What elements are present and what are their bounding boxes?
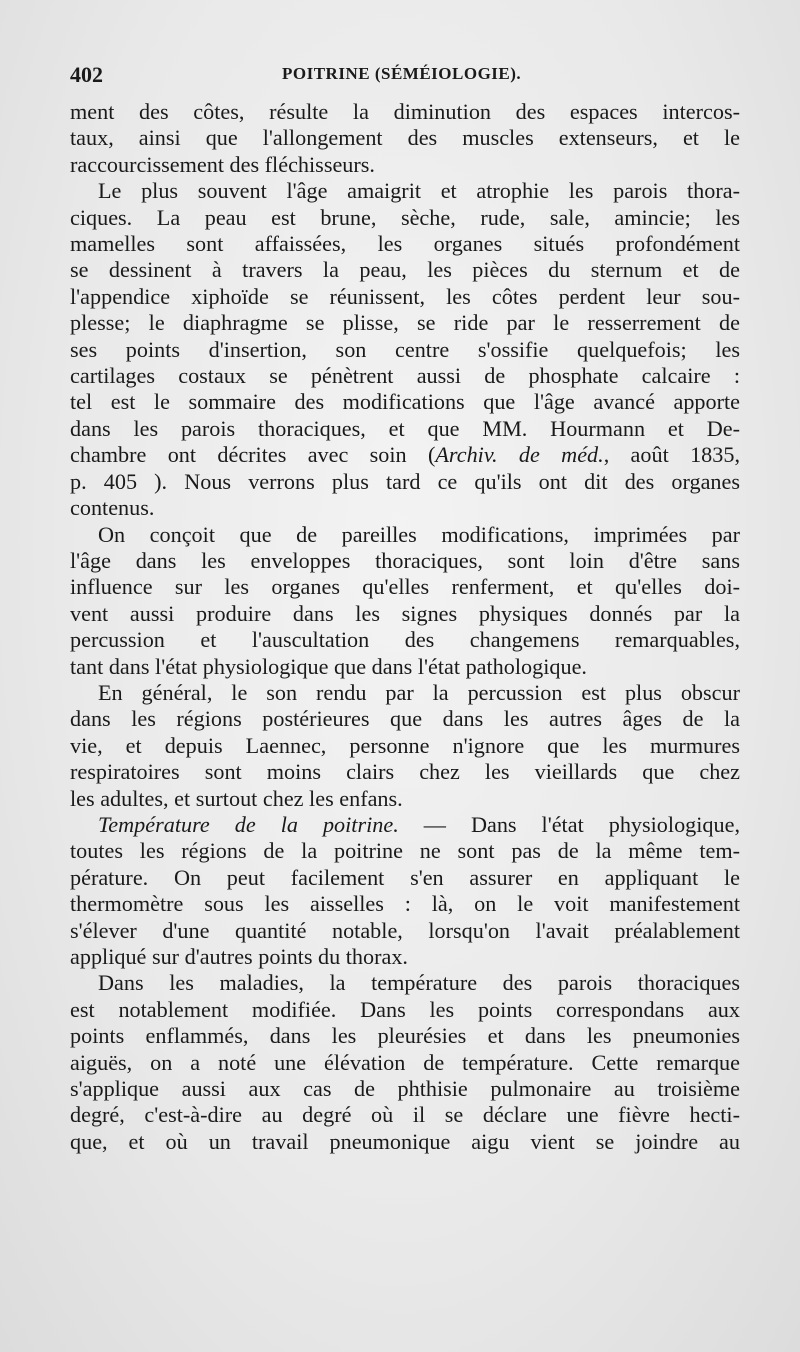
body-text <box>70 99 740 1155</box>
text-line: dans les parois thoraciques, et que MM. Hourmann et De- <box>70 415 740 441</box>
running-head-subtitle: (SÉMÉIOLOGIE). <box>374 64 522 83</box>
text-run: chambre ont décrites avec soin ( <box>70 442 436 468</box>
paragraph <box>70 812 740 970</box>
text-line: s'élever d'une quantité notable, lorsqu'on l'avait préalablement <box>70 917 740 943</box>
text-line: aiguës, on a noté une élévation de température. Cette remarque <box>70 1049 740 1075</box>
paragraph <box>70 99 740 178</box>
text-line: que, et où un travail pneumonique aigu vient se joindre au <box>70 1128 740 1154</box>
page-number: 402 <box>70 62 103 87</box>
running-head <box>282 64 521 84</box>
text-line: l'âge dans les enveloppes thoraciques, sont loin d'être sans <box>70 547 740 573</box>
text-line: vie, et depuis Laennec, personne n'ignore que les murmures <box>70 732 740 758</box>
text-run: — Dans l'état physiologique, <box>398 811 741 837</box>
text-line: thermomètre sous les aisselles : là, on le voit manifestement <box>70 891 740 917</box>
paragraph <box>70 522 740 680</box>
text-line: percussion et l'auscultation des changemens remarquables, <box>70 627 740 653</box>
text-line: plesse; le diaphragme se plisse, se ride par le resserrement de <box>70 310 740 336</box>
paragraph <box>70 970 740 1155</box>
paragraph <box>70 680 740 812</box>
page-header <box>70 62 740 92</box>
text-run: , août 1835, <box>603 442 741 468</box>
text-line: tel est le sommaire des modifications que l'âge avancé apporte <box>70 389 740 415</box>
text-line: tant dans l'état physiologique que dans l'état pathologique. <box>70 653 587 679</box>
text-line: pérature. On peut facilement s'en assurer en appliquant le <box>70 864 740 890</box>
text-line: est notablement modifiée. Dans les points correspondans aux <box>70 996 740 1022</box>
text-line: contenus. <box>70 495 155 521</box>
text-line: Le plus souvent l'âge amaigrit et atrophie les parois thora- <box>98 178 740 204</box>
text-line <box>70 442 740 468</box>
text-line: se dessinent à travers la peau, les pièces du sternum et de <box>70 257 740 283</box>
text-line: Dans les maladies, la température des parois thoraciques <box>98 970 740 996</box>
text-line: vent aussi produire dans les signes physiques donnés par la <box>70 600 740 626</box>
text-line: appliqué sur d'autres points du thorax. <box>70 944 408 969</box>
text-line <box>70 812 740 838</box>
text-line: respiratoires sont moins clairs chez les vieillards que chez <box>70 759 740 785</box>
text-line: mamelles sont affaissées, les organes situés profondément <box>70 231 740 257</box>
text-line: ses points d'insertion, son centre s'ossifie quelquefois; les <box>70 336 740 362</box>
text-line: l'appendice xiphoïde se réunissent, les côtes perdent leur sou- <box>70 283 740 309</box>
text-line: ment des côtes, résulte la diminution des espaces intercos- <box>70 99 740 124</box>
text-line: les adultes, et surtout chez les enfans. <box>70 785 403 811</box>
text-line: dans les régions postérieures que dans les autres âges de la <box>70 706 740 732</box>
text-line: raccourcissement des fléchisseurs. <box>70 151 375 177</box>
running-head-title: POITRINE <box>282 64 371 83</box>
text-line: toutes les régions de la poitrine ne sont pas de la même tem- <box>70 838 740 864</box>
text-line: En général, le son rendu par la percussion est plus obscur <box>98 679 740 705</box>
text-line: On conçoit que de pareilles modifications, imprimées par <box>98 521 740 547</box>
section-heading-italic: Température de la poitrine. <box>98 811 399 837</box>
text-line: influence sur les organes qu'elles renferment, et qu'elles doi- <box>70 574 740 600</box>
paragraph <box>70 178 740 521</box>
text-line: ciques. La peau est brune, sèche, rude, sale, amincie; les <box>70 204 740 230</box>
text-line: points enflammés, dans les pleurésies et dans les pneumonies <box>70 1023 740 1049</box>
text-line: taux, ainsi que l'allongement des muscles extenseurs, et le <box>70 125 740 151</box>
text-line: p. 405 ). Nous verrons plus tard ce qu'ils ont dit des organes <box>70 468 740 494</box>
text-line: s'applique aussi aux cas de phthisie pulmonaire au troisième <box>70 1076 740 1102</box>
citation-italic: Archiv. de méd. <box>435 442 604 468</box>
text-line: cartilages costaux se pénètrent aussi de phosphate calcaire : <box>70 363 740 389</box>
text-line: degré, c'est-à-dire au degré où il se déclare une fièvre hecti- <box>70 1102 740 1128</box>
